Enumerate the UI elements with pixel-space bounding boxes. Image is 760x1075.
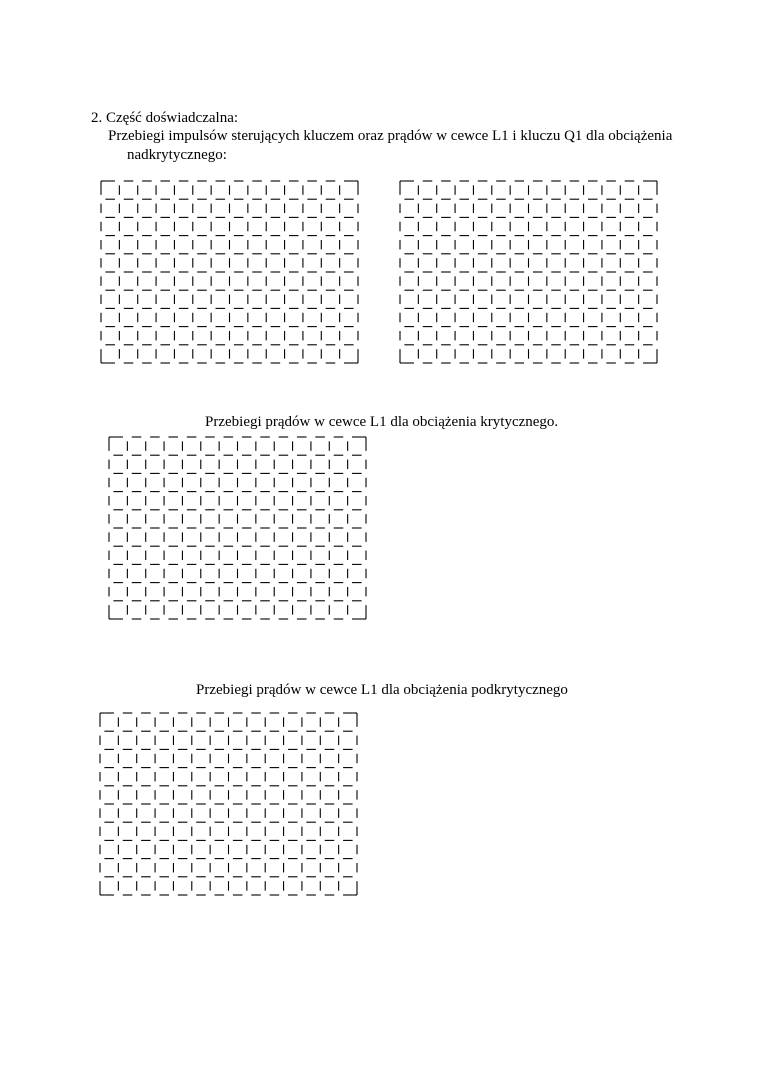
caption-subcritical: Przebiegi prądów w cewce L1 dla obciążenia podkrytycznego bbox=[196, 682, 568, 698]
oscillogram-grid-subcritical bbox=[100, 713, 357, 895]
oscillogram-grid-supercritical-right bbox=[400, 181, 657, 363]
intro-line-2: nadkrytycznego: bbox=[127, 147, 227, 163]
intro-line-1: Przebiegi impulsów sterujących kluczem oraz prądów w cewce L1 i kluczu Q1 dla obciążenia bbox=[108, 128, 673, 144]
oscillogram-grid-critical bbox=[109, 437, 366, 619]
oscillogram-grid-supercritical-right-svg bbox=[400, 181, 657, 363]
section-heading: 2. Część doświadczalna: bbox=[91, 110, 239, 126]
oscillogram-grid-supercritical-left bbox=[101, 181, 358, 363]
caption-critical: Przebiegi prądów w cewce L1 dla obciążenia krytycznego. bbox=[205, 414, 559, 430]
oscillogram-grid-subcritical-svg bbox=[100, 713, 357, 895]
oscillogram-grid-critical-svg bbox=[109, 437, 366, 619]
oscillogram-grid-supercritical-left-svg bbox=[101, 181, 358, 363]
